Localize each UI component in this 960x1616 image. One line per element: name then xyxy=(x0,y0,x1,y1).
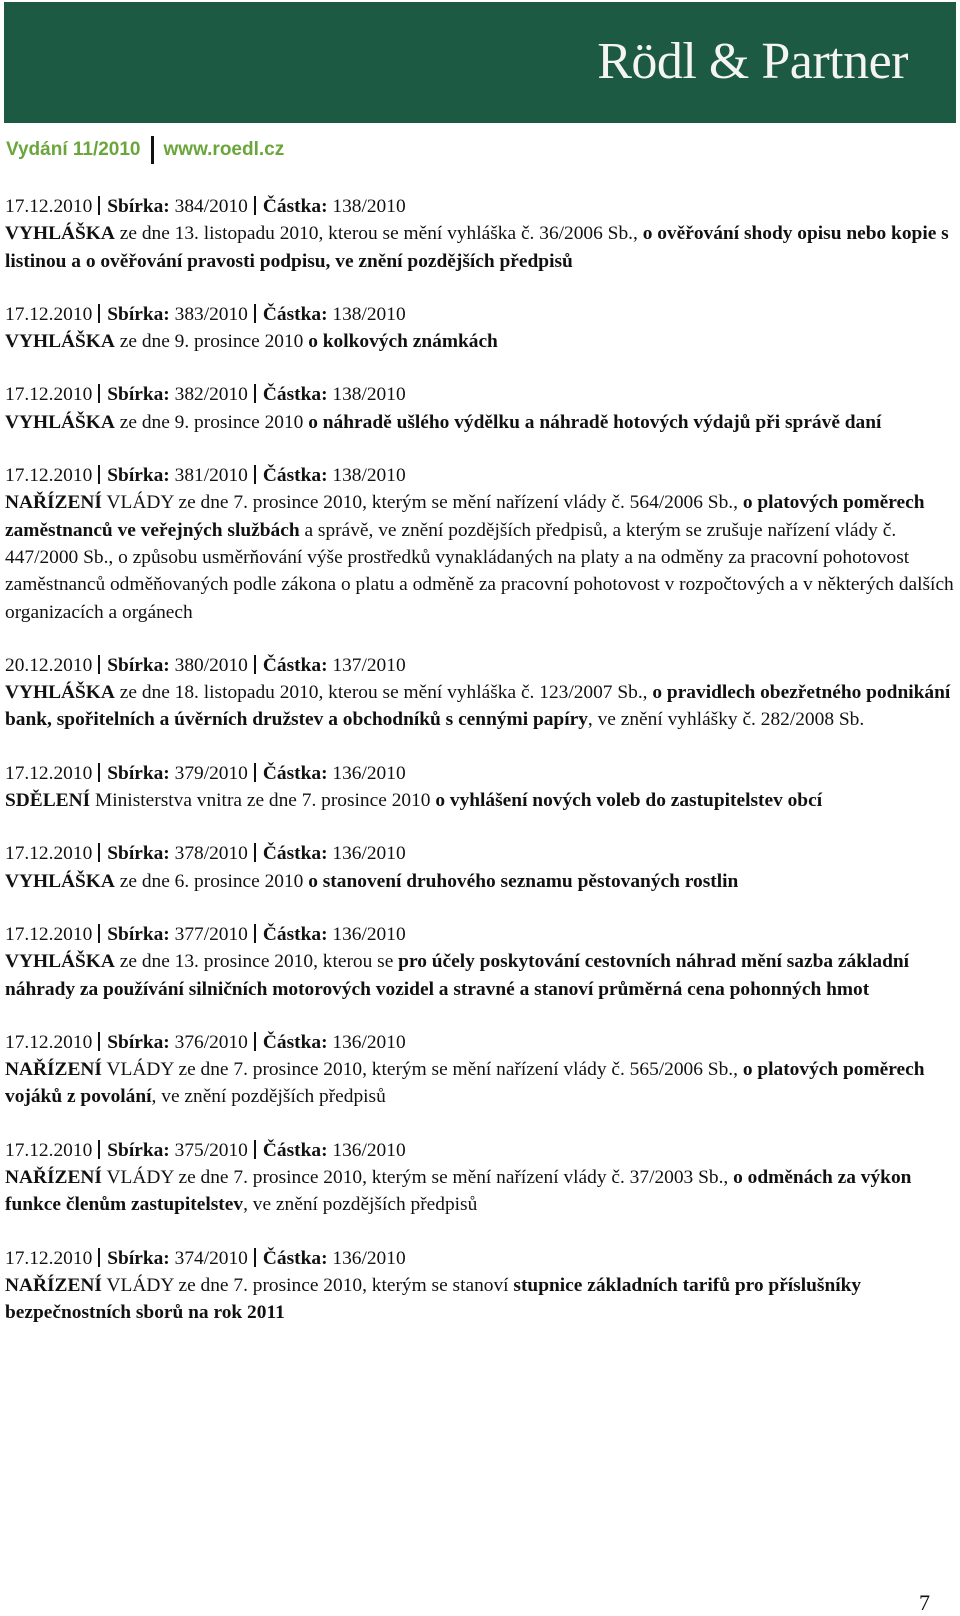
sbirka-number: 374/2010 xyxy=(174,1247,248,1269)
entry-meta xyxy=(5,652,955,679)
sbirka-number: 384/2010 xyxy=(174,196,248,217)
castka-label: Částka: xyxy=(262,196,328,217)
sbirka-number: 378/2010 xyxy=(174,843,248,865)
sbirka-label: Sbírka: xyxy=(107,654,170,676)
document-type: SDĚLENÍ xyxy=(5,790,91,812)
entry-subject: o vyhlášení nových voleb do zastupitelstev obcí xyxy=(435,790,823,812)
meta-divider xyxy=(98,1140,100,1159)
castka-label: Částka: xyxy=(262,1247,328,1269)
meta-divider xyxy=(254,196,256,215)
edition-label: Vydání 11/2010 xyxy=(6,139,141,160)
entry-date: 17.12.2010 xyxy=(5,1247,93,1269)
sbirka-number: 379/2010 xyxy=(174,762,248,784)
castka-label: Částka: xyxy=(262,762,328,784)
sbirka-label: Sbírka: xyxy=(107,1139,170,1161)
castka-label: Částka: xyxy=(262,1031,328,1053)
castka-label: Částka: xyxy=(262,303,328,325)
document-type: VYHLÁŠKA xyxy=(5,411,115,433)
legislation-entry xyxy=(5,381,955,436)
castka-number: 136/2010 xyxy=(332,923,406,945)
entry-subject: o stanovení druhového seznamu pěstovaných rostlin xyxy=(308,870,739,892)
entry-text xyxy=(5,868,955,895)
entry-date: 17.12.2010 xyxy=(5,465,93,487)
entry-meta xyxy=(5,381,955,408)
entry-date: 20.12.2010 xyxy=(5,654,93,676)
entry-meta xyxy=(5,193,955,220)
entry-description: ze dne 13. prosince 2010, kterou se xyxy=(114,951,399,973)
legislation-entry xyxy=(5,840,955,895)
meta-divider xyxy=(98,465,100,484)
document-type: NAŘÍZENÍ xyxy=(5,1059,102,1081)
entry-description: ze dne 18. listopadu 2010, kterou se mění vyhláška č. 123/2007 Sb., xyxy=(114,682,653,704)
entry-text xyxy=(5,489,955,625)
document-type: NAŘÍZENÍ xyxy=(5,492,102,514)
entry-subject: o ověřování shody opisu nebo kopie s listinou a o ověřování pravosti podpisu, ve znění pozdějších předpisů xyxy=(5,223,949,272)
meta-divider xyxy=(254,304,256,323)
entry-meta xyxy=(5,1137,955,1164)
entry-text xyxy=(5,1272,955,1327)
meta-divider xyxy=(254,763,256,782)
castka-label: Částka: xyxy=(262,923,328,945)
castka-number: 136/2010 xyxy=(332,1139,406,1161)
sbirka-number: 376/2010 xyxy=(174,1031,248,1053)
entry-subject: stupnice základních tarifů pro příslušníky bezpečnostních sborů na rok 2011 xyxy=(5,1274,862,1324)
sbirka-label: Sbírka: xyxy=(107,1031,170,1053)
entry-text xyxy=(5,409,955,436)
sbirka-label: Sbírka: xyxy=(107,196,170,217)
entry-meta xyxy=(5,301,955,328)
meta-divider xyxy=(254,843,256,862)
document-type: VYHLÁŠKA xyxy=(5,223,115,245)
company-logo: Rödl & Partner xyxy=(597,33,908,90)
entry-subject: o náhradě ušlého výdělku a náhradě hotových výdajů při správě daní xyxy=(308,411,882,433)
document-type: NAŘÍZENÍ xyxy=(5,1167,102,1189)
entry-meta xyxy=(5,921,955,948)
legislation-entry xyxy=(5,1245,955,1327)
meta-divider xyxy=(98,1248,100,1267)
meta-divider xyxy=(254,1140,256,1159)
entry-description: VLÁDY ze dne 7. prosince 2010, kterým se mění nařízení vlády č. 565/2006 Sb., xyxy=(101,1059,743,1081)
entry-meta xyxy=(5,760,955,787)
page-number: 7 xyxy=(919,1590,930,1615)
sbirka-label: Sbírka: xyxy=(107,923,170,945)
meta-divider xyxy=(254,465,256,484)
entry-description: ze dne 9. prosince 2010 xyxy=(114,331,309,353)
meta-divider xyxy=(98,196,100,215)
entry-text xyxy=(5,220,955,275)
sbirka-label: Sbírka: xyxy=(107,303,170,325)
sbirka-label: Sbírka: xyxy=(107,384,170,406)
meta-divider xyxy=(98,304,100,323)
entry-subject: pro účely poskytování cestovních náhrad mění sazba základní náhrady za používání silničních motorových vozidel a stravné a stanoví průměrná cena pohonných hmot xyxy=(5,951,910,1000)
castka-label: Částka: xyxy=(262,465,328,487)
entry-text xyxy=(5,787,955,814)
meta-divider xyxy=(98,843,100,862)
entry-description: VLÁDY ze dne 7. prosince 2010, kterým se stanoví xyxy=(101,1274,514,1296)
legislation-entry xyxy=(5,301,955,356)
legislation-list xyxy=(5,193,955,1353)
entry-text xyxy=(5,328,955,355)
sbirka-label: Sbírka: xyxy=(107,843,170,865)
legislation-entry xyxy=(5,921,955,1003)
meta-divider xyxy=(98,763,100,782)
sbirka-label: Sbírka: xyxy=(107,465,170,487)
meta-divider xyxy=(98,384,100,403)
castka-number: 138/2010 xyxy=(332,384,406,406)
entry-description: ze dne 6. prosince 2010 xyxy=(114,870,309,892)
sbirka-number: 381/2010 xyxy=(174,465,248,487)
document-type: VYHLÁŠKA xyxy=(5,682,115,704)
document-type: VYHLÁŠKA xyxy=(5,951,115,973)
meta-divider xyxy=(254,384,256,403)
meta-divider xyxy=(254,655,256,674)
entry-subject: o platových poměrech zaměstnanců ve veřejných službách xyxy=(5,492,925,541)
entry-meta xyxy=(5,462,955,489)
entry-description: ze dne 9. prosince 2010 xyxy=(114,411,309,433)
castka-number: 138/2010 xyxy=(332,303,406,325)
entry-subject: o platových poměrech vojáků z povolání xyxy=(5,1059,925,1108)
entry-description-tail: a správě, ve znění pozdějších předpisů, a kterým se zrušuje nařízení vlády č. 447/2000 Sb., o způsobu usměrňování výše prostředků vynakládaných na platy a na odměny za pracovní pohotovost zaměstnanců odměňovaných podle zákona o platu a odměně za pracovní pohotovost v rozpočtových a v některých dalších organizacích a orgánech xyxy=(5,519,954,623)
castka-number: 136/2010 xyxy=(332,1031,406,1053)
castka-number: 136/2010 xyxy=(332,762,406,784)
castka-number: 138/2010 xyxy=(332,196,406,217)
entry-subject: o odměnách za výkon funkce členům zastupitelstev xyxy=(5,1167,912,1216)
entry-description-tail: , ve znění pozdějších předpisů xyxy=(151,1086,386,1108)
entry-description-tail: , ve znění vyhlášky č. 282/2008 Sb. xyxy=(587,709,865,731)
sbirka-number: 380/2010 xyxy=(174,654,248,676)
sbirka-number: 383/2010 xyxy=(174,303,248,325)
entry-description: VLÁDY ze dne 7. prosince 2010, kterým se mění nařízení vlády č. 564/2006 Sb., xyxy=(101,492,743,514)
meta-divider xyxy=(254,924,256,943)
castka-label: Částka: xyxy=(262,384,328,406)
entry-meta xyxy=(5,840,955,867)
castka-label: Částka: xyxy=(262,654,328,676)
entry-text xyxy=(5,948,955,1003)
entry-meta xyxy=(5,1245,955,1272)
castka-number: 138/2010 xyxy=(332,465,406,487)
document-type: VYHLÁŠKA xyxy=(5,870,115,892)
meta-divider xyxy=(98,655,100,674)
legislation-entry xyxy=(5,652,955,734)
legislation-entry xyxy=(5,760,955,815)
entry-meta xyxy=(5,1029,955,1056)
header-banner xyxy=(4,2,956,123)
entry-description: VLÁDY ze dne 7. prosince 2010, kterým se mění nařízení vlády č. 37/2003 Sb., xyxy=(101,1167,734,1189)
castka-label: Částka: xyxy=(262,1139,328,1161)
meta-divider xyxy=(98,924,100,943)
castka-number: 137/2010 xyxy=(332,654,406,676)
sbirka-label: Sbírka: xyxy=(107,762,170,784)
entry-date: 17.12.2010 xyxy=(5,303,93,325)
meta-divider xyxy=(254,1248,256,1267)
entry-description: Ministerstva vnitra ze dne 7. prosince 2010 xyxy=(90,790,436,812)
entry-date: 17.12.2010 xyxy=(5,843,93,865)
entry-date: 17.12.2010 xyxy=(5,762,93,784)
website-link[interactable]: www.roedl.cz xyxy=(163,139,285,160)
meta-divider xyxy=(254,1032,256,1051)
entry-date: 17.12.2010 xyxy=(5,196,93,217)
castka-number: 136/2010 xyxy=(332,1247,406,1269)
entry-description: ze dne 13. listopadu 2010, kterou se mění vyhláška č. 36/2006 Sb., xyxy=(114,223,643,245)
entry-date: 17.12.2010 xyxy=(5,1139,93,1161)
sbirka-label: Sbírka: xyxy=(107,1247,170,1269)
entry-description-tail: , ve znění pozdějších předpisů xyxy=(243,1194,478,1216)
document-type: NAŘÍZENÍ xyxy=(5,1274,102,1296)
meta-divider xyxy=(98,1032,100,1051)
legislation-entry xyxy=(5,1029,955,1111)
edition-line xyxy=(6,136,284,164)
entry-text xyxy=(5,1164,955,1219)
entry-subject: o kolkových známkách xyxy=(308,331,498,353)
entry-date: 17.12.2010 xyxy=(5,1031,93,1053)
legislation-entry xyxy=(5,462,955,626)
castka-label: Částka: xyxy=(262,843,328,865)
document-type: VYHLÁŠKA xyxy=(5,331,115,353)
castka-number: 136/2010 xyxy=(332,843,406,865)
legislation-entry xyxy=(5,193,955,275)
sbirka-number: 375/2010 xyxy=(174,1139,248,1161)
entry-subject: o pravidlech obezřetného podnikání bank, spořitelních a úvěrních družstev a obchodníků s cennými papíry xyxy=(5,682,951,731)
entry-date: 17.12.2010 xyxy=(5,384,93,406)
entry-text xyxy=(5,1056,955,1111)
sbirka-number: 382/2010 xyxy=(174,384,248,406)
entry-text xyxy=(5,679,955,734)
sbirka-number: 377/2010 xyxy=(174,923,248,945)
edition-divider xyxy=(151,136,154,164)
entry-date: 17.12.2010 xyxy=(5,923,93,945)
legislation-entry xyxy=(5,1137,955,1219)
